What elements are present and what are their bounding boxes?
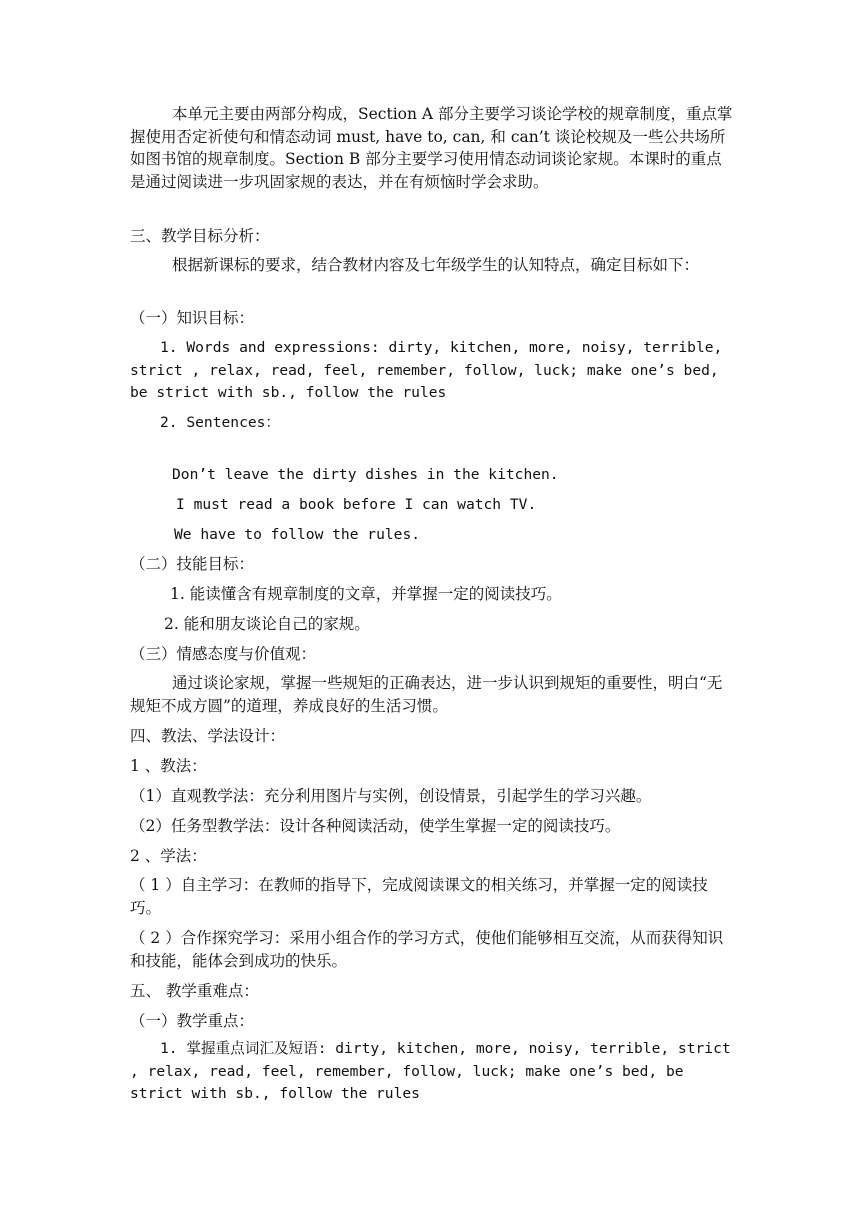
- sentence-1: Don’t leave the dirty dishes in the kitchen.: [172, 466, 559, 483]
- teaching-method-2: （2）任务型教学法：设计各种阅读活动，使学生掌握一定的阅读技巧。: [130, 817, 621, 835]
- knowledge-item-1: 1. Words and expressions: dirty, kitchen, more, noisy, terrible, strict , relax, read, feel, remember, follow, luck; make one’s bed, be strict with sb., follow the rules: [130, 339, 723, 401]
- key-points-heading: （一）教学重点：: [130, 1012, 255, 1030]
- section3-intro: 根据新课标的要求，结合教材内容及七年级学生的认知特点，确定目标如下：: [172, 256, 700, 274]
- skill-goals-heading: （二）技能目标：: [130, 555, 255, 573]
- section5-heading: 五、 教学重难点：: [130, 982, 259, 1000]
- attitude-goals-heading: （三）情感态度与价值观：: [130, 645, 317, 663]
- skill-item-1: 1. 能读懂含有规章制度的文章，并掌握一定的阅读技巧。: [170, 585, 562, 603]
- teaching-methods-heading: 1 、教法：: [130, 757, 207, 775]
- section4-heading: 四、教法、学法设计：: [130, 727, 286, 745]
- learning-method-2: （ 2 ）合作探究学习：采用小组合作的学习方式，使他们能够相互交流，从而获得知识和技能，能体会到成功的快乐。: [130, 929, 724, 970]
- learning-method-1: （ 1 ）自主学习：在教师的指导下，完成阅读课文的相关练习，并掌握一定的阅读技巧。: [130, 876, 708, 917]
- sentence-2: I must read a book before I can watch TV.: [176, 496, 537, 513]
- intro-paragraph: 本单元主要由两部分构成，Section A 部分主要学习谈论学校的规章制度，重点掌握使用否定祈使句和情态动词 must, have to, can, 和 can’t 谈论校规及一些公共场所如图书馆的规章制度。Section B 部分主要学习使用情态动词谈论家规。本课时的重点是通过阅读进一步巩固家规的表达，并在有烦恼时学会求助。: [130, 105, 733, 191]
- learning-methods-heading: 2 、学法：: [130, 847, 207, 865]
- attitude-paragraph: 通过谈论家规，掌握一些规矩的正确表达，进一步认识到规矩的重要性，明白“无规矩不成方圆”的道理，养成良好的生活习惯。: [130, 674, 723, 715]
- key-points-item-1: 1. 掌握重点词汇及短语: dirty, kitchen, more, noisy, terrible, strict , relax, read, feel, remember, follow, luck; make one’s bed, be strict with sb., follow the rules: [130, 1040, 731, 1102]
- teaching-method-1: （1）直观教学法：充分利用图片与实例，创设情景，引起学生的学习兴趣。: [130, 787, 652, 805]
- section3-heading: 三、教学目标分析：: [130, 227, 270, 245]
- knowledge-item-2: 2. Sentences：: [160, 414, 281, 431]
- sentence-3: We have to follow the rules.: [174, 526, 421, 543]
- knowledge-goals-heading: （一）知识目标：: [130, 309, 255, 327]
- skill-item-2: 2. 能和朋友谈论自己的家规。: [164, 615, 370, 633]
